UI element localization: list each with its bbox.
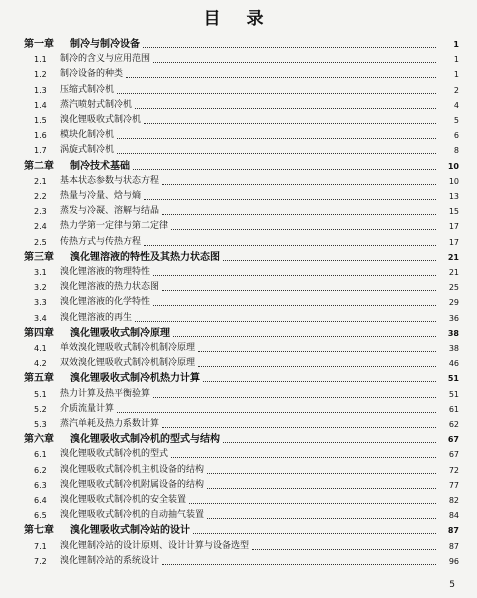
toc-section-entry <box>0 64 477 80</box>
dot-leader <box>252 538 436 550</box>
section-title: 传热方式与传热方程 <box>60 236 142 247</box>
page-ref: 77 <box>448 480 459 490</box>
section-title: 溴化锂吸收式制冷机 <box>60 115 142 125</box>
chapter-title: 溴化锂吸收式制冷机的型式与结构 <box>70 434 220 446</box>
dot-leader <box>189 492 436 504</box>
toc-section-entry <box>0 475 477 491</box>
section-number: 2.4 <box>34 222 47 232</box>
section-title: 制冷设备的种类 <box>60 69 124 80</box>
section-number: 3.1 <box>34 268 47 277</box>
toc-section-entry <box>0 536 477 552</box>
dot-leader <box>117 142 436 154</box>
page-ref: 6 <box>453 131 459 141</box>
section-number: 6.3 <box>34 480 47 490</box>
dot-leader <box>198 340 436 352</box>
page-ref: 10 <box>448 176 459 186</box>
chapter-title: 溴化锂吸收式制冷机热力计算 <box>70 373 200 385</box>
section-title: 蒸汽单耗及热力系数计算 <box>60 419 160 429</box>
dot-leader <box>171 218 436 230</box>
dot-leader <box>117 401 436 413</box>
toc-section-entry <box>0 384 477 400</box>
dot-leader <box>207 507 436 519</box>
section-number: 4.1 <box>34 344 47 353</box>
page-ref: 10 <box>447 161 459 171</box>
toc-section-entry <box>0 551 477 567</box>
section-title: 介质流量计算 <box>60 403 115 414</box>
dot-leader <box>144 234 436 246</box>
page-ref: 87 <box>448 541 459 551</box>
section-title: 溴化锂溶液的热力状态图 <box>60 282 160 293</box>
dot-leader <box>162 279 436 291</box>
dot-leader <box>117 127 436 139</box>
section-number: 2.5 <box>34 237 47 247</box>
section-number: 1.2 <box>34 70 47 80</box>
page-ref: 51 <box>448 389 459 399</box>
section-title: 溴化锂吸收式制冷机的安全装置 <box>60 495 187 505</box>
page-ref: 1 <box>453 40 459 49</box>
section-number: 6.1 <box>34 450 47 460</box>
section-title: 压缩式制冷机 <box>60 84 115 95</box>
toc-chapter-entry <box>0 247 477 263</box>
section-title: 单效溴化锂吸收式制冷机制冷原理 <box>60 343 196 353</box>
dot-leader <box>198 355 436 367</box>
toc-title: 目 录 <box>203 9 274 29</box>
dot-leader <box>144 188 436 200</box>
toc-section-entry <box>0 125 477 141</box>
page-ref: 84 <box>448 511 459 521</box>
page-ref: 4 <box>453 100 459 110</box>
section-number: 5.2 <box>34 404 47 414</box>
section-title: 模块化制冷机 <box>60 130 115 141</box>
dot-leader <box>126 66 436 78</box>
section-title: 溴化锂吸收式制冷机的自动抽气装置 <box>60 510 205 521</box>
section-number: 3.4 <box>34 313 47 323</box>
section-number: 1.6 <box>34 131 47 141</box>
section-number: 2.2 <box>34 192 47 201</box>
page-ref: 67 <box>447 435 459 445</box>
toc-section-entry <box>0 444 477 460</box>
toc-section-entry <box>0 338 477 354</box>
section-title: 蒸汽喷射式制冷机 <box>60 99 133 110</box>
page-number: 5 <box>449 580 455 590</box>
section-title: 溴化锂吸收式制冷机主机设备的结构 <box>60 464 205 475</box>
toc-section-entry <box>0 277 477 293</box>
section-title: 溴化锂吸收式制冷机的型式 <box>60 449 169 460</box>
toc-section-entry <box>0 399 477 415</box>
dot-leader <box>117 82 436 94</box>
dot-leader <box>135 97 436 109</box>
page-ref: 21 <box>448 268 459 277</box>
dot-leader <box>223 249 436 261</box>
dot-leader <box>153 264 436 276</box>
dot-leader <box>207 462 436 474</box>
section-number: 6.5 <box>34 511 47 521</box>
dot-leader <box>135 310 436 322</box>
page-ref: 25 <box>448 283 459 293</box>
section-number: 5.1 <box>34 389 47 399</box>
section-title: 溴化锂溶液的物理特性 <box>60 267 151 277</box>
page-ref: 51 <box>447 374 459 384</box>
toc-section-entry <box>0 80 477 96</box>
section-title: 双效溴化锂吸收式制冷机制冷原理 <box>60 358 196 369</box>
chapter-title: 制冷与制冷设备 <box>70 39 140 50</box>
dot-leader <box>153 294 436 306</box>
section-number: 3.3 <box>34 298 47 308</box>
dot-leader <box>133 158 436 170</box>
toc-section-entry <box>0 216 477 232</box>
toc-chapter-entry <box>0 429 477 445</box>
page-ref: 1 <box>453 55 459 65</box>
toc-section-entry <box>0 140 477 156</box>
page-ref: 21 <box>447 252 459 262</box>
page-ref: 72 <box>448 465 459 475</box>
page-ref: 15 <box>448 207 459 217</box>
chapter-title: 溴化锂吸收式制冷原理 <box>70 327 170 339</box>
section-title: 热力学第一定律与第二定律 <box>60 221 169 232</box>
page-ref: 38 <box>447 328 459 338</box>
section-number: 7.1 <box>34 541 47 551</box>
dot-leader <box>143 36 436 48</box>
toc-chapter-entry <box>0 34 477 50</box>
toc-section-entry <box>0 232 477 248</box>
dot-leader <box>193 522 436 534</box>
toc-section-entry <box>0 353 477 369</box>
section-title: 涡旋式制冷机 <box>60 145 115 156</box>
page-ref: 46 <box>448 359 459 369</box>
section-number: 4.2 <box>34 359 47 369</box>
page-ref: 87 <box>447 526 459 536</box>
section-number: 3.2 <box>34 283 47 293</box>
section-title: 蒸发与冷凝、溶解与结晶 <box>60 206 160 217</box>
dot-leader <box>153 51 436 63</box>
toc-section-entry <box>0 262 477 278</box>
page-ref: 8 <box>453 146 459 156</box>
dot-leader <box>153 386 436 398</box>
section-number: 6.2 <box>34 465 47 475</box>
page-ref: 38 <box>448 344 459 353</box>
chapter-title: 制冷技术基础 <box>70 160 130 172</box>
page-ref: 96 <box>448 556 459 566</box>
toc-section-entry <box>0 186 477 202</box>
page-ref: 13 <box>448 192 459 201</box>
dot-leader <box>203 370 436 382</box>
page-ref: 62 <box>448 420 459 429</box>
toc-chapter-entry <box>0 520 477 536</box>
chapter-number: 第七章 <box>24 525 54 537</box>
section-title: 溴化锂制冷站的设计原则、设计计算与设备选型 <box>60 540 250 551</box>
section-title: 溴化锂溶液的再生 <box>60 312 133 323</box>
chapter-number: 第一章 <box>24 39 54 50</box>
dot-leader <box>162 203 436 215</box>
section-title: 溴化锂制冷站的系统设计 <box>60 555 160 566</box>
section-number: 1.7 <box>34 146 47 156</box>
page-ref: 1 <box>453 70 459 80</box>
toc-section-entry <box>0 505 477 521</box>
toc-section-entry <box>0 308 477 324</box>
toc-section-entry <box>0 460 477 476</box>
dot-leader <box>162 173 436 185</box>
page-ref: 82 <box>448 496 459 505</box>
toc-chapter-entry <box>0 368 477 384</box>
toc-section-entry <box>0 110 477 126</box>
toc-section-entry <box>0 171 477 187</box>
dot-leader <box>162 416 436 428</box>
dot-leader <box>223 431 436 443</box>
dot-leader <box>144 112 436 124</box>
toc-section-entry <box>0 95 477 111</box>
section-number: 1.4 <box>34 100 47 110</box>
page-ref: 61 <box>448 404 459 414</box>
chapter-number: 第二章 <box>24 160 54 172</box>
chapter-number: 第五章 <box>24 373 54 385</box>
page-ref: 36 <box>448 313 459 323</box>
chapter-title: 溴化锂溶液的特性及其热力状态图 <box>70 251 220 263</box>
page-ref: 2 <box>453 85 459 95</box>
dot-leader <box>162 553 436 565</box>
section-number: 5.3 <box>34 420 47 429</box>
section-number: 2.3 <box>34 207 47 217</box>
dot-leader <box>173 325 436 337</box>
chapter-title: 溴化锂吸收式制冷站的设计 <box>70 525 190 537</box>
section-title: 热量与冷量、焓与熵 <box>60 191 142 201</box>
section-number: 2.1 <box>34 176 47 186</box>
chapter-number: 第三章 <box>24 251 54 263</box>
dot-leader <box>171 446 436 458</box>
toc-section-entry <box>0 490 477 506</box>
page-ref: 17 <box>448 237 459 247</box>
toc-chapter-entry <box>0 156 477 172</box>
section-number: 7.2 <box>34 556 47 566</box>
toc-section-entry <box>0 201 477 217</box>
section-title: 溴化锂溶液的化学特性 <box>60 297 151 308</box>
toc-section-entry <box>0 292 477 308</box>
section-title: 溴化锂吸收式制冷机附属设备的结构 <box>60 479 205 490</box>
section-title: 制冷的含义与应用范围 <box>60 54 151 65</box>
section-number: 1.5 <box>34 116 47 125</box>
page-ref: 5 <box>453 116 459 125</box>
page-ref: 29 <box>448 298 459 308</box>
section-number: 1.3 <box>34 85 47 95</box>
toc-section-entry <box>0 49 477 65</box>
section-title: 热力计算及热平衡验算 <box>60 388 151 399</box>
toc-section-entry <box>0 414 477 430</box>
section-number: 6.4 <box>34 496 47 505</box>
toc-chapter-entry <box>0 323 477 339</box>
chapter-number: 第六章 <box>24 434 54 446</box>
dot-leader <box>207 477 436 489</box>
section-number: 1.1 <box>34 55 47 65</box>
section-title: 基本状态参数与状态方程 <box>60 175 160 186</box>
page-ref: 67 <box>448 450 459 460</box>
chapter-number: 第四章 <box>24 327 54 339</box>
page-ref: 17 <box>448 222 459 232</box>
